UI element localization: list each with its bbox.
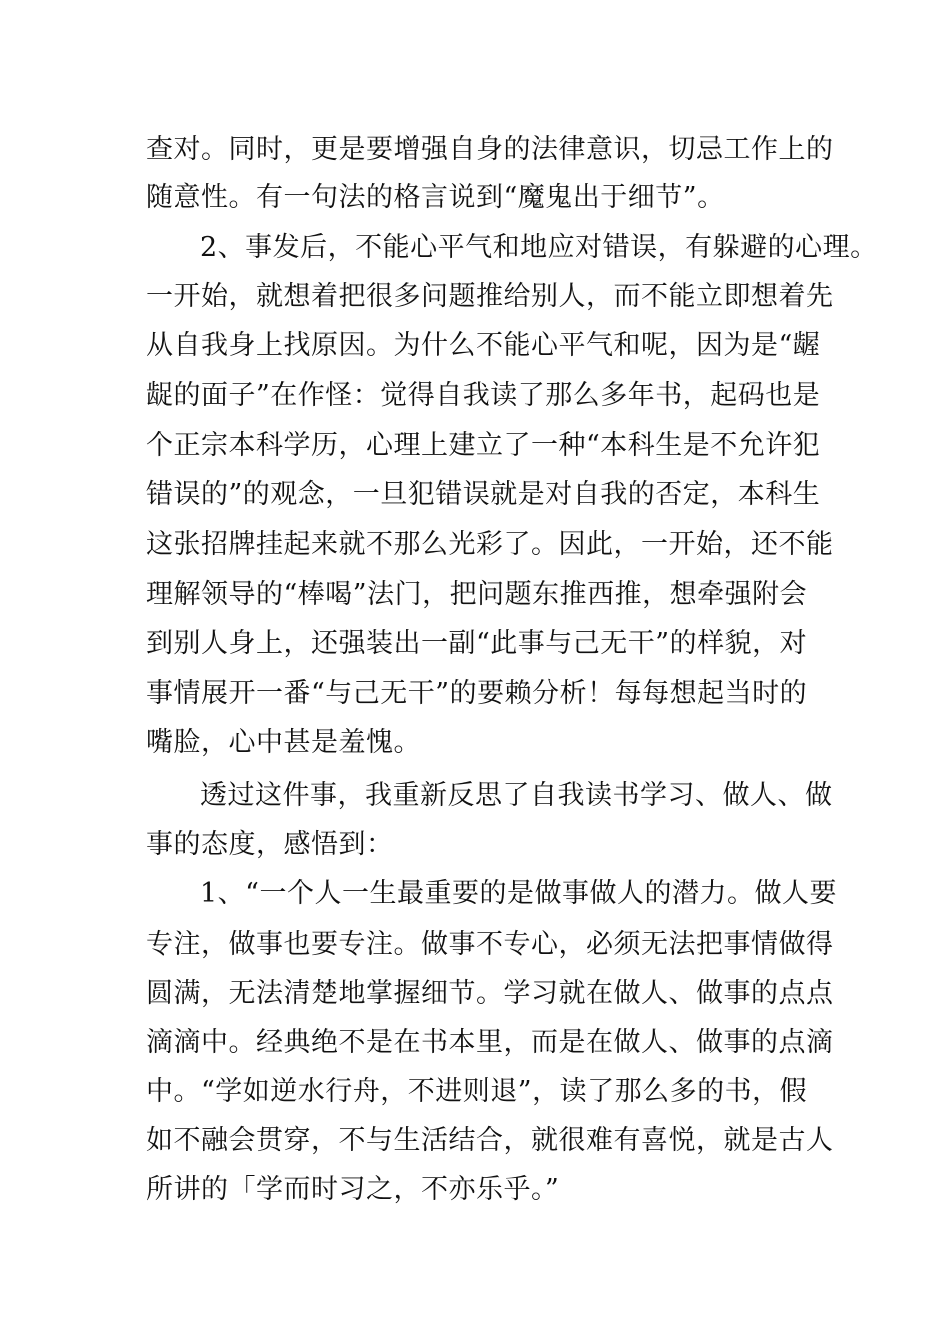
paragraph-first-line: 2、事发后，不能心平气和地应对错误，有躲避的心理。 [200, 232, 878, 263]
text-line: 嘴脸，心中甚是羞愧。 [146, 727, 421, 758]
text-line: 错误的”的观念，一旦犯错误就是对自我的否定，本科生 [146, 479, 821, 510]
text-line: 事的态度，感悟到： [146, 829, 394, 860]
text-line: 从自我身上找原因。为什么不能心平气和呢，因为是“龌 [146, 330, 821, 361]
text-line: 事情展开一番“与己无干”的要赖分析！每每想起当时的 [146, 678, 808, 709]
text-line: 滴滴中。经典绝不是在书本里，而是在做人、做事的点滴 [146, 1027, 834, 1058]
text-line: 如不融会贯穿，不与生活结合，就很难有喜悦，就是古人 [146, 1125, 834, 1156]
text-line: 理解领导的“棒喝”法门，把问题东推西推，想牵强附会 [146, 579, 808, 610]
text-line: 个正宗本科学历，心理上建立了一种“本科生是不允许犯 [146, 430, 821, 461]
text-line: 圆满，无法清楚地掌握细节。学习就在做人、做事的点点 [146, 978, 834, 1009]
text-line: 到别人身上，还强装出一副“此事与己无干”的样貌，对 [146, 628, 808, 659]
text-line: 随意性。有一句法的格言说到“魔鬼出于细节”。 [146, 182, 725, 213]
paragraph-first-line: 透过这件事，我重新反思了自我读书学习、做人、做 [200, 780, 833, 811]
text-line: 中。“学如逆水行舟，不进则退”，读了那么多的书，假 [146, 1076, 808, 1107]
text-line: 所讲的「学而时习之，不亦乐乎。” [146, 1174, 560, 1205]
text-line: 查对。同时，更是要增强自身的法律意识，切忌工作上的 [146, 134, 834, 165]
text-line: 龊的面子”在作怪：觉得自我读了那么多年书，起码也是 [146, 380, 821, 411]
text-line: 一开始，就想着把很多问题推给别人，而不能立即想着先 [146, 281, 834, 312]
text-line: 这张招牌挂起来就不那么光彩了。因此，一开始，还不能 [146, 529, 834, 560]
text-line: 专注，做事也要专注。做事不专心，必须无法把事情做得 [146, 929, 834, 960]
paragraph-first-line: 1、“一个人一生最重要的是做事做人的潜力。做人要 [200, 878, 837, 909]
